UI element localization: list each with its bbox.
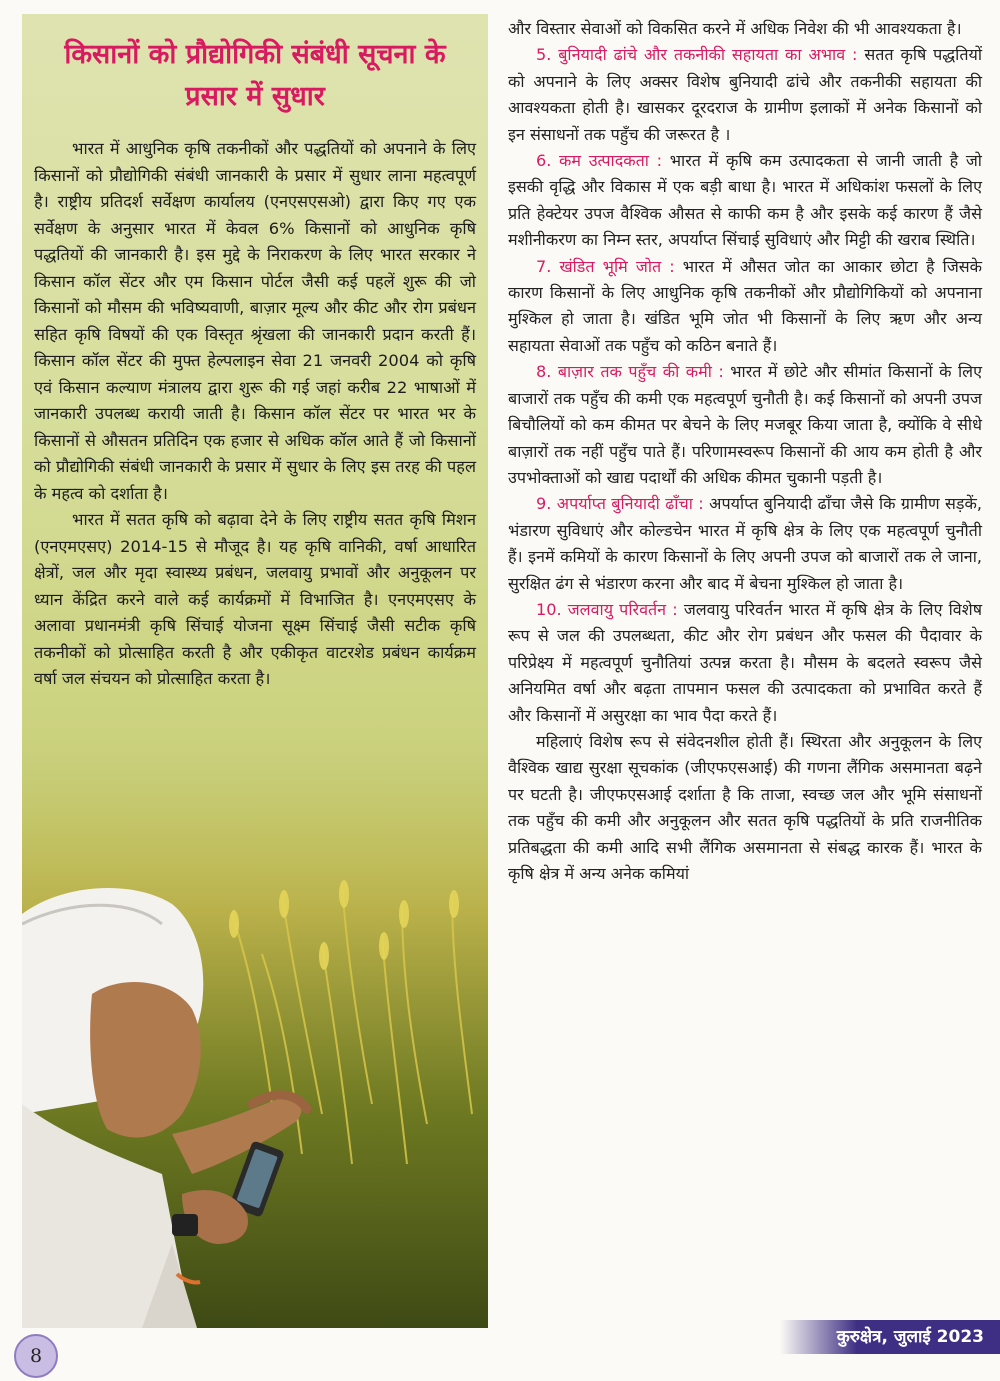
point-7-heading: 7. खंडित भूमि जोत : [536, 256, 675, 276]
point-10 [508, 597, 982, 729]
right-intro-paragraph: और विस्तार सेवाओं को विकसित करने में अधिक निवेश की भी आवश्यकता है। [508, 19, 962, 38]
point-7-text: भारत में औसत जोत का आकार छोटा है जिसके कारण किसानों के लिए आधुनिक कृषि तकनीकों और प्रौद्योगिकियों को अपनाना मुश्किल हो जाता है। खंडित भूमि जोत भी किसानों के लिए ऋण और अन्य सहायता सेवाओं तक पहुँच को कठिन बनाते हैं। [508, 256, 982, 355]
point-5-heading: 5. बुनियादी ढांचे और तकनीकी सहायता का अभाव : [536, 45, 858, 65]
point-7 [508, 254, 982, 360]
farmer-rice-field-photo [22, 774, 488, 1328]
left-body-text [34, 136, 476, 693]
title-line-2: प्रसार में सुधार [185, 81, 325, 112]
page-number-badge: 8 [14, 1334, 58, 1378]
point-8 [508, 359, 982, 491]
point-8-heading: 8. बाज़ार तक पहुँच की कमी : [536, 362, 724, 382]
left-column-panel [22, 14, 488, 1328]
point-9-text: अपर्याप्त बुनियादी ढाँचा जैसे कि ग्रामीण सड़कें, भंडारण सुविधाएं और कोल्डचेन भारत में कृषि क्षेत्र के लिए एक महत्वपूर्ण चुनौती हैं। इनमें कमियों के कारण किसानों के लिए अपनी उपज को बाजारों तक ले जाना, सुरक्षित ढंग से भंडारण करना और बाद में बेचना मुश्किल हो जाता है। [508, 494, 982, 593]
right-column [508, 16, 982, 887]
point-9-heading: 9. अपर्याप्त बुनियादी ढाँचा : [536, 494, 704, 514]
point-8-text: भारत में छोटे और सीमांत किसानों के लिए बाजारों तक पहुँच की कमी एक महत्वपूर्ण चुनौती है। कई किसानों को अपनी उपज बिचौलियों को कम कीमत पर बेचने के लिए मजबूर किया जाता है, क्योंकि वे सीधे बाज़ारों तक नहीं पहुँच पाते हैं। परिणामस्वरूप किसानों की आय कम होती है और उपभोक्ताओं को खाद्य पदार्थों की अधिक कीमत चुकानी पड़ती है। [508, 362, 982, 487]
magazine-issue-label: कुरुक्षेत्र, जुलाई 2023 [836, 1327, 984, 1347]
footer-band [780, 1320, 1000, 1354]
point-9 [508, 491, 982, 597]
point-10-heading: 10. जलवायु परिवर्तन : [536, 599, 678, 619]
left-paragraph-1: भारत में आधुनिक कृषि तकनीकों और पद्धतियों को अपनाने के लिए किसानों को प्रौद्योगिकी संबंधी जानकारी के प्रसार में सुधार लाना महत्वपूर्ण है। राष्ट्रीय प्रतिदर्श सर्वेक्षण कार्यालय (एनएसएसओ) द्वारा किए गए एक सर्वेक्षण के अनुसार भारत में केवल 6% किसानों को आधुनिक कृषि पद्धतियों की जानकारी है। इस मुद्दे के निराकरण के लिए भारत सरकार ने किसान कॉल सेंटर और एम किसान पोर्टल जैसी कई पहलें शुरू की जो किसानों को मौसम की भविष्यवाणी, बाज़ार मूल्य और कीट और रोग प्रबंधन सहित कृषि विषयों की एक विस्तृत श्रृंखला की जानकारी प्रदान करती हैं। किसान कॉल सेंटर की मुफ्त हेल्पलाइन सेवा 21 जनवरी 2004 को कृषि एवं किसान कल्याण मंत्रालय द्वारा शुरू की गई जहां करीब 22 भाषाओं में जानकारी उपलब्ध करायी जाती है। किसान कॉल सेंटर पर भारत भर के किसानों से औसतन प्रतिदिन एक हजार से अधिक कॉल आते हैं जो किसानों को प्रौद्योगिकी संबंधी जानकारी के प्रसार में सुधार के लिए इस तरह की पहल के महत्व को दर्शाता है। [34, 139, 476, 503]
closing-paragraph: महिलाएं विशेष रूप से संवेदनशील होती हैं। स्थिरता और अनुकूलन के लिए वैश्विक खाद्य सुरक्षा सूचकांक (जीएफएसआई) की गणना लैंगिक असमानता बढ़ने पर घटती है। जीएफएसआई दर्शाता है कि ताजा, स्वच्छ जल और भूमि संसाधनों तक पहुँच की कमी और अनुकूलन और सतत कृषि पद्धतियों के प्रति राजनीतिक प्रतिबद्धता की कमी आदि सभी लैंगिक असमानता से संबद्ध कारक हैं। भारत के कृषि क्षेत्र में अन्य अनेक कमियां [508, 731, 982, 883]
point-5 [508, 42, 982, 148]
point-5-text: सतत कृषि पद्धतियों को अपनाने के लिए अक्सर विशेष बुनियादी ढांचे और तकनीकी सहायता की आवश्यकता होती है। खासकर दूरदराज के ग्रामीण इलाकों में अनेक किसानों को इन संसाधनों तक पहुँच की जरूरत है । [508, 45, 983, 144]
point-6-heading: 6. कम उत्पादकता : [536, 151, 663, 171]
point-6-text: भारत में कृषि कम उत्पादकता से जानी जाती है जो इसकी वृद्धि और विकास में एक बड़ी बाधा है। भारत में अधिकांश फसलों के लिए प्रति हेक्टेयर उपज वैश्विक औसत से काफी कम है और इसके कई कारण हैं जैसे मशीनीकरण का निम्न स्तर, अपर्याप्त सिंचाई सुविधाएं और मिट्टी की खराब स्थिति। [508, 151, 982, 250]
point-10-text: जलवायु परिवर्तन भारत में कृषि क्षेत्र के लिए विशेष रूप से जल की उपलब्धता, कीट और रोग प्रबंधन और फसल की पैदावार के परिप्रेक्ष्य में महत्वपूर्ण चुनौतियां उत्पन्न करता है। मौसम के बदलते स्वरूप जैसे अनियमित वर्षा और बढ़ता तापमान फसल की उत्पादकता को प्रभावित करते हैं और किसानों में असुरक्षा का भाव पैदा करते हैं। [508, 599, 982, 725]
point-6 [508, 148, 982, 254]
left-paragraph-2: भारत में सतत कृषि को बढ़ावा देने के लिए राष्ट्रीय सतत कृषि मिशन (एनएमएसए) 2014-15 से मौजूद है। यह कृषि वानिकी, वर्षा आधारित क्षेत्रों, जल और मृदा स्वास्थ्य प्रबंधन, जलवायु प्रभावों और अनुकूलन पर ध्यान केंद्रित करने वाले कई कार्यक्रमों में विभाजित है। एनएमएसए के अलावा प्रधानमंत्री कृषि सिंचाई योजना सूक्ष्म सिंचाई जैसी सटीक कृषि तकनीकों को प्रोत्साहित करती है और एकीकृत वाटरशेड प्रबंधन कार्यक्रम वर्षा जल संचयन को प्रोत्साहित करता है। [34, 510, 476, 688]
article-title [22, 34, 488, 118]
title-line-1: किसानों को प्रौद्योगिकी संबंधी सूचना के [64, 39, 446, 70]
